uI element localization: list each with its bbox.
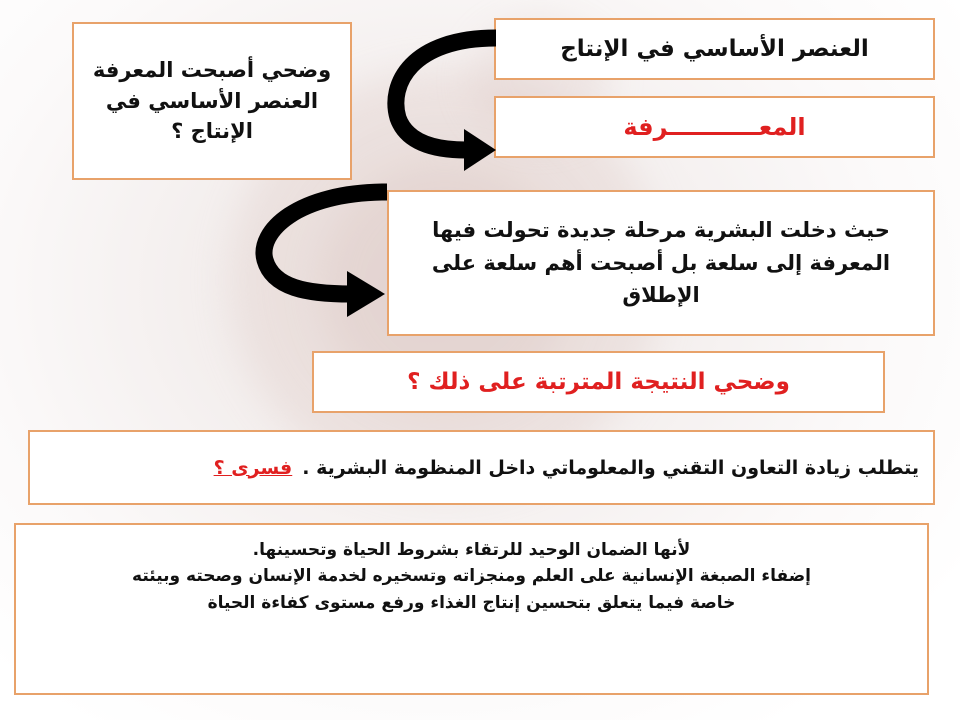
- explanation-text: حيث دخلت البشرية مرحلة جديدة تحولت فيها المعرفة إلى سلعة بل أصبحت أهم سلعة على الإطلاق: [431, 218, 891, 308]
- requirement-box: [28, 430, 935, 505]
- title-box: [494, 18, 935, 80]
- answer-text: المعـــــــــــرفة: [623, 113, 806, 141]
- result-question-box: [312, 351, 885, 413]
- question-text: وضحي أصبحت المعرفة العنصر الأساسي في الإنتاج ؟: [92, 58, 332, 144]
- curved-arrow-icon-2: [247, 180, 397, 320]
- reason-line-3: خاصة فيما يتعلق بتحسين إنتاج الغذاء ورفع مستوى كفاءة الحياة: [207, 592, 736, 613]
- interpret-link[interactable]: فسرى ؟: [213, 456, 293, 479]
- title-text: العنصر الأساسي في الإنتاج: [560, 36, 869, 62]
- answer-box: [494, 96, 935, 158]
- reason-line-1: لأنها الضمان الوحيد للرتقاء بشروط الحياة وتحسينها.: [252, 540, 691, 560]
- reasons-box: [14, 523, 929, 695]
- result-question-text: وضحي النتيجة المترتبة على ذلك ؟: [407, 369, 790, 395]
- curved-arrow-icon-1: [378, 26, 508, 166]
- explanation-box: [387, 190, 935, 336]
- requirement-text: يتطلب زيادة التعاون التقني والمعلوماتي داخل المنظومة البشرية .: [302, 456, 919, 479]
- question-box: [72, 22, 352, 180]
- reason-line-2: إضفاء الصبغة الإنسانية على العلم ومنجزاته وتسخيره لخدمة الإنسان وصحته وبيئته: [132, 566, 811, 587]
